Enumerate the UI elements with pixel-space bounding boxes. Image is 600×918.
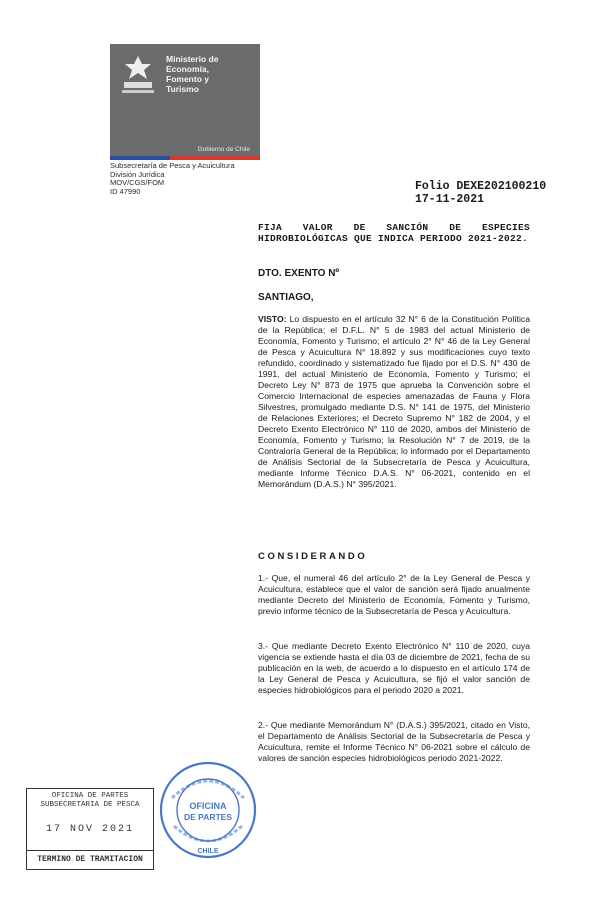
flag-bar [110, 156, 260, 160]
issuer-info [110, 162, 235, 196]
considerando-item: 2.- Que mediante Memorándum N° (D.A.S.) 395/2021, citado en Visto, el Departamento de Análisis Sectorial de la Subsecretaría de Pesca y Acuicultura, remite el Informe Técnico N° 06-2021 sobre el cálculo de valores de sanción especies hidrobiológicos periodo 2021-2022. [258, 720, 530, 763]
office-stamp [26, 788, 154, 870]
folio-number: Folio DEXE202100210 [415, 180, 547, 193]
gobierno-label: Gobierno de Chile [197, 146, 250, 153]
considerando-item: 1.- Que, el numeral 46 del artículo 2° de la Ley General de Pesca y Acuicultura, establece que el valor de sanción será fijado anualmente mediante Decreto del Ministerio de Economía, Fomento y Turismo, previo informe técnico de la Subsecretaría de Pesca y Acuicultura. [258, 573, 530, 616]
visto-label: VISTO: [258, 314, 287, 324]
reference-code: MOV/CGS/FOM [110, 178, 165, 187]
stamp-footer: TERMINO DE TRAMITACION [27, 850, 153, 869]
decree-label: DTO. EXENTO Nº [258, 268, 340, 279]
ministry-logo [110, 44, 260, 156]
stamp-date: 17 NOV 2021 [45, 824, 134, 835]
seal-country: CHILE [197, 848, 219, 855]
ministry-name: Ministerio de Economía, Fomento y Turismo [166, 54, 219, 94]
visto-text: Lo dispuesto en el artículo 32 N° 6 de la Constitución Política de la República; el D.F.L. N° 5 de 1983 del actual Ministerio de Economía, Fomento y Turismo; el artículo 2° N° 46 de la Ley General de Pesca y Acuicultura N° 18.892 y sus modificaciones cuyo texto refundido, coordinado y sistematizado fue fijado por el D.S. N° 430 de 1991, del actual Ministerio de Economía, Fomento y Turismo; el Decreto Ley N° 873 de 1975 que aprueba la Convención sobre el Comercio Internacional de especies amenazadas de Fauna y Flora Silvestres, promulgado mediante D.S. N° 141 de 1975, del Ministerio de Relaciones Exteriores; el Decreto Supremo N° 182 de 2004, y el Decreto Exento Electrónico N° 110 de 2020, ambos del Ministerio de Economía, Fomento y Turismo; la Resolución N° 7 de 2019, de la Contraloría General de la República; lo informado por el Departamento de Análisis Sectorial de la Subsecretaría de Pesca y Acuicultura, mediante Informe Técnico D.A.S. N° 06-2021, contenido en el Memorándum (D.A.S.) N° 395/2021. [258, 314, 530, 489]
folio-block [415, 180, 546, 206]
seal-center-line2: DE PARTES [183, 812, 233, 822]
stamp-office-line: OFICINA DE PARTES [51, 792, 129, 800]
considerando-item: 3.- Que mediante Decreto Exento Electrónico N° 110 de 2020, cuya vigencia se extiende hasta el día 03 de diciembre de 2021, fecha de su publicación en la web, de acuerdo a lo dispuesto en el artículo 174 de la Ley General de Pesca y Acuicultura, se fijó el valor sanción de especies hidrobiológicos para el periodo 2020 a 2021. [258, 641, 530, 695]
division-label: División Jurídica [110, 169, 165, 179]
ministry-seal-stamp [158, 760, 258, 860]
subsecretaria-label: Subsecretaría de Pesca y Acuicultura [110, 161, 235, 170]
considerando-title: CONSIDERANDO [258, 551, 368, 562]
coat-of-arms-icon [118, 52, 158, 96]
document-heading: FIJA VALOR DE SANCIÓN DE ESPECIES HIDROBIOLÓGICAS QUE INDICA PERIODO 2021-2022. [258, 222, 530, 244]
seal-center-line1: OFICINA [189, 801, 227, 811]
folio-date: 17-11-2021 [415, 193, 485, 206]
place-label: SANTIAGO, [258, 292, 314, 303]
visto-paragraph [258, 314, 530, 490]
stamp-subsecretaria-line: SUBSECRETARIA DE PESCA [40, 801, 140, 809]
reference-id: ID 47990 [110, 186, 141, 196]
